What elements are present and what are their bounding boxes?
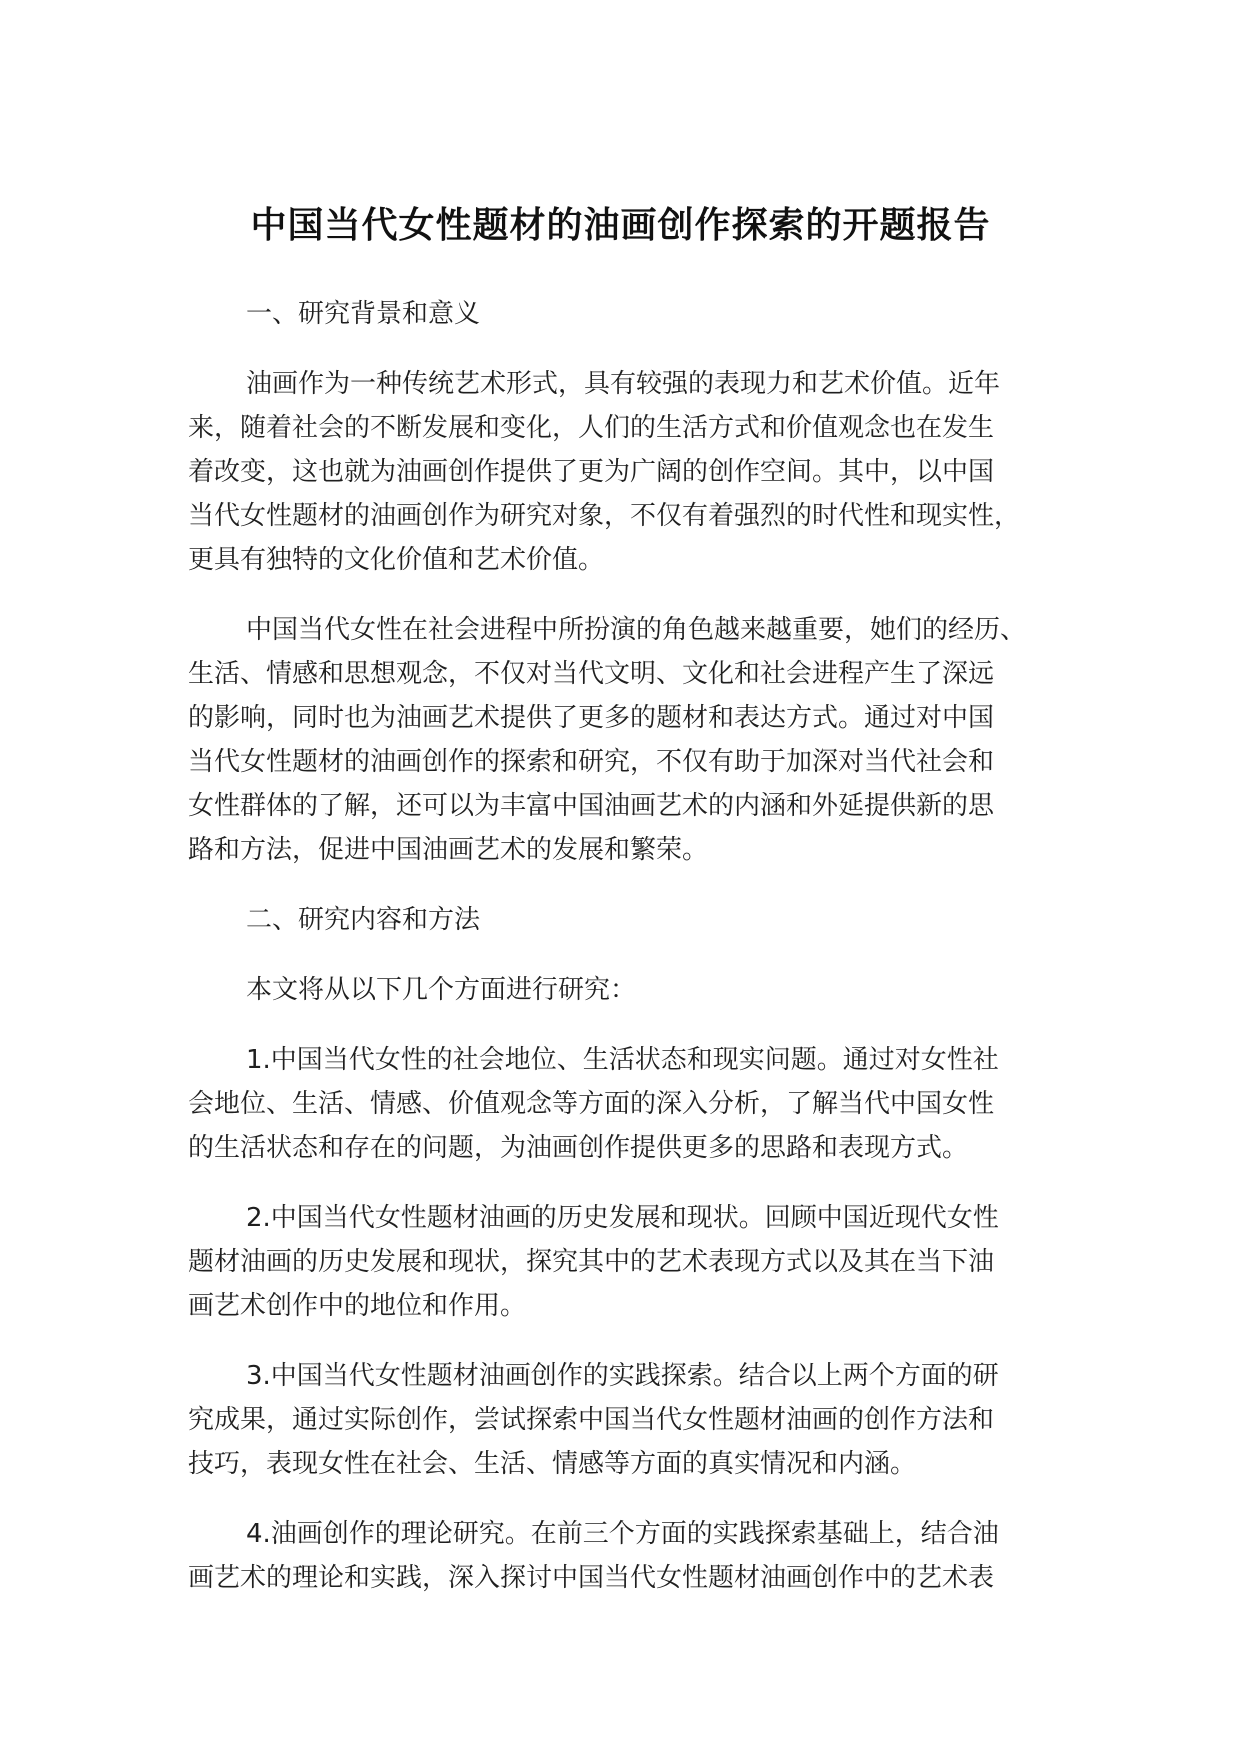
text-line: 油画作为一种传统艺术形式，具有较强的表现力和艺术价值。近年 — [246, 369, 1001, 399]
text-line: 更具有独特的文化价值和艺术价值。 — [188, 545, 605, 575]
section-heading-background: 一、研究背景和意义 — [246, 299, 481, 329]
paragraph-intro — [188, 968, 1088, 1012]
text-line: 女性群体的了解，还可以为丰富中国油画艺术的内涵和外延提供新的思 — [188, 791, 995, 821]
paragraph-item-1 — [188, 1038, 1088, 1170]
text-line: 当代女性题材的油画创作为研究对象，不仅有着强烈的时代性和现实性， — [188, 501, 1021, 531]
paragraph-background-1 — [188, 362, 1088, 582]
paragraph-item-4 — [188, 1512, 1088, 1600]
document-body — [188, 292, 1088, 1626]
text-line: 画艺术的理论和实践，深入探讨中国当代女性题材油画创作中的艺术表 — [188, 1563, 995, 1593]
paragraph-item-3 — [188, 1354, 1088, 1486]
text-line: 着改变，这也就为油画创作提供了更为广阔的创作空间。其中，以中国 — [188, 457, 995, 487]
text-line: 题材油画的历史发展和现状，探究其中的艺术表现方式以及其在当下油 — [188, 1247, 995, 1277]
text-line: 技巧，表现女性在社会、生活、情感等方面的真实情况和内涵。 — [188, 1449, 917, 1479]
text-line: 的影响，同时也为油画艺术提供了更多的题材和表达方式。通过对中国 — [188, 703, 995, 733]
text-line: 4.油画创作的理论研究。在前三个方面的实践探索基础上，结合油 — [246, 1519, 999, 1549]
text-line: 当代女性题材的油画创作的探索和研究，不仅有助于加深对当代社会和 — [188, 747, 995, 777]
text-line: 画艺术创作中的地位和作用。 — [188, 1291, 527, 1321]
section-heading-content-methods: 二、研究内容和方法 — [246, 905, 481, 935]
text-line: 本文将从以下几个方面进行研究： — [246, 975, 637, 1005]
text-line: 的生活状态和存在的问题，为油画创作提供更多的思路和表现方式。 — [188, 1133, 969, 1163]
page-title: 中国当代女性题材的油画创作探索的开题报告 — [250, 205, 991, 247]
text-line: 2.中国当代女性题材油画的历史发展和现状。回顾中国近现代女性 — [246, 1203, 999, 1233]
text-line: 路和方法，促进中国油画艺术的发展和繁荣。 — [188, 835, 709, 865]
text-line: 来，随着社会的不断发展和变化，人们的生活方式和价值观念也在发生 — [188, 413, 995, 443]
text-line: 1.中国当代女性的社会地位、生活状态和现实问题。通过对女性社 — [246, 1045, 999, 1075]
paragraph-item-2 — [188, 1196, 1088, 1328]
text-line: 3.中国当代女性题材油画创作的实践探索。结合以上两个方面的研 — [246, 1361, 999, 1391]
text-line: 中国当代女性在社会进程中所扮演的角色越来越重要，她们的经历、 — [246, 615, 1027, 645]
text-line: 究成果，通过实际创作，尝试探索中国当代女性题材油画的创作方法和 — [188, 1405, 995, 1435]
text-line: 生活、情感和思想观念，不仅对当代文明、文化和社会进程产生了深远 — [188, 659, 995, 689]
paragraph-background-2 — [188, 608, 1088, 872]
text-line: 会地位、生活、情感、价值观念等方面的深入分析，了解当代中国女性 — [188, 1089, 995, 1119]
